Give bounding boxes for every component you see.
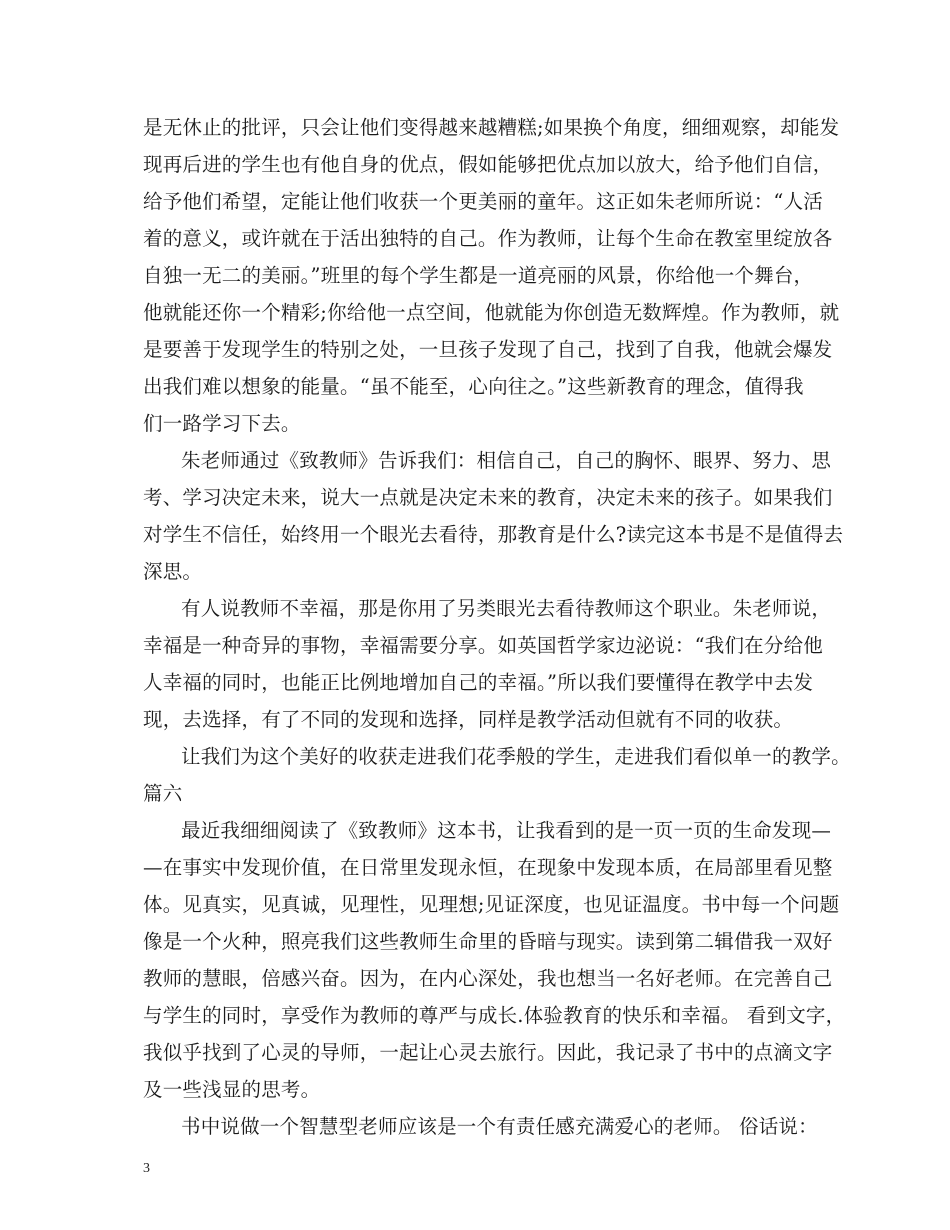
body-line: 像是一个火种，照亮我们这些教师生命里的昏暗与现实。读到第二辑借我一双好 <box>143 930 833 953</box>
body-line: 是要善于发现学生的特别之处，一旦孩子发现了自己，找到了自我，他就会爆发 <box>143 338 833 361</box>
body-line: 自独一无二的美丽。”班里的每个学生都是一道亮丽的风景，你给他一个舞台， <box>143 264 814 287</box>
page-number: 3 <box>143 1161 150 1176</box>
body-line: 着的意义，或许就在于活出独特的自己。作为教师，让每个生命在教室里绽放各 <box>143 227 833 250</box>
body-line: 考、学习决定未来，说大一点就是决定未来的教育，决定未来的孩子。如果我们 <box>143 486 833 509</box>
body-line: 现，去选择，有了不同的发现和选择，同样是教学活动但就有不同的收获。 <box>143 708 794 731</box>
body-line: 教师的慧眼，倍感兴奋。因为，在内心深处，我也想当一名好老师。在完善自己 <box>143 967 833 990</box>
body-line: 书中说做一个智慧型老师应该是一个有责任感充满爱心的老师。 俗话说： <box>181 1115 818 1138</box>
body-line: 出我们难以想象的能量。“虽不能至，心向往之。”这些新教育的理念，值得我 <box>143 375 804 398</box>
body-line: 最近我细细阅读了《致教师》这本书，让我看到的是一页一页的生命发现— <box>181 819 832 842</box>
body-line: 深思。 <box>143 560 203 583</box>
body-line: 与学生的同时，享受作为教师的尊严与成长.体验教育的快乐和幸福。 看到文字， <box>143 1004 846 1027</box>
body-line: 及一些浅显的思考。 <box>143 1078 321 1101</box>
body-line: 对学生不信任，始终用一个眼光去看待，那教育是什么?读完这本书是不是值得去 <box>143 523 844 546</box>
body-line: 们一路学习下去。 <box>143 412 301 435</box>
body-line: 是无休止的批评，只会让他们变得越来越糟糕;如果换个角度，细细观察，却能发 <box>143 116 840 139</box>
body-line: 体。见真实，见真诚，见理性，见理想;见证深度，也见证温度。书中每一个问题 <box>143 893 840 916</box>
body-line: 朱老师通过《致教师》告诉我们：相信自己，自己的胸怀、眼界、努力、思 <box>181 449 832 472</box>
body-line: 幸福是一种奇异的事物，幸福需要分享。如英国哲学家边泌说：“我们在分给他 <box>143 634 823 657</box>
section-heading: 篇六 <box>143 782 183 805</box>
body-line: 我似乎找到了心灵的导师，一起让心灵去旅行。因此，我记录了书中的点滴文字 <box>143 1041 833 1064</box>
body-line: 让我们为这个美好的收获走进我们花季般的学生，走进我们看似单一的教学。 <box>181 745 851 768</box>
body-line: 给予他们希望，定能让他们收获一个更美丽的童年。这正如朱老师所说：“人活 <box>143 190 823 213</box>
body-line: 人幸福的同时，也能正比例地增加自己的幸福。”所以我们要懂得在教学中去发 <box>143 671 814 694</box>
body-line: 现再后进的学生也有他自身的优点，假如能够把优点加以放大，给予他们自信， <box>143 153 833 176</box>
body-line: —在事实中发现价值，在日常里发现永恒，在现象中发现本质，在局部里看见整 <box>143 856 833 879</box>
body-line: 有人说教师不幸福，那是你用了另类眼光去看待教师这个职业。朱老师说， <box>181 597 832 620</box>
body-line: 他就能还你一个精彩;你给他一点空间，他就能为你创造无数辉煌。作为教师，就 <box>143 301 840 324</box>
